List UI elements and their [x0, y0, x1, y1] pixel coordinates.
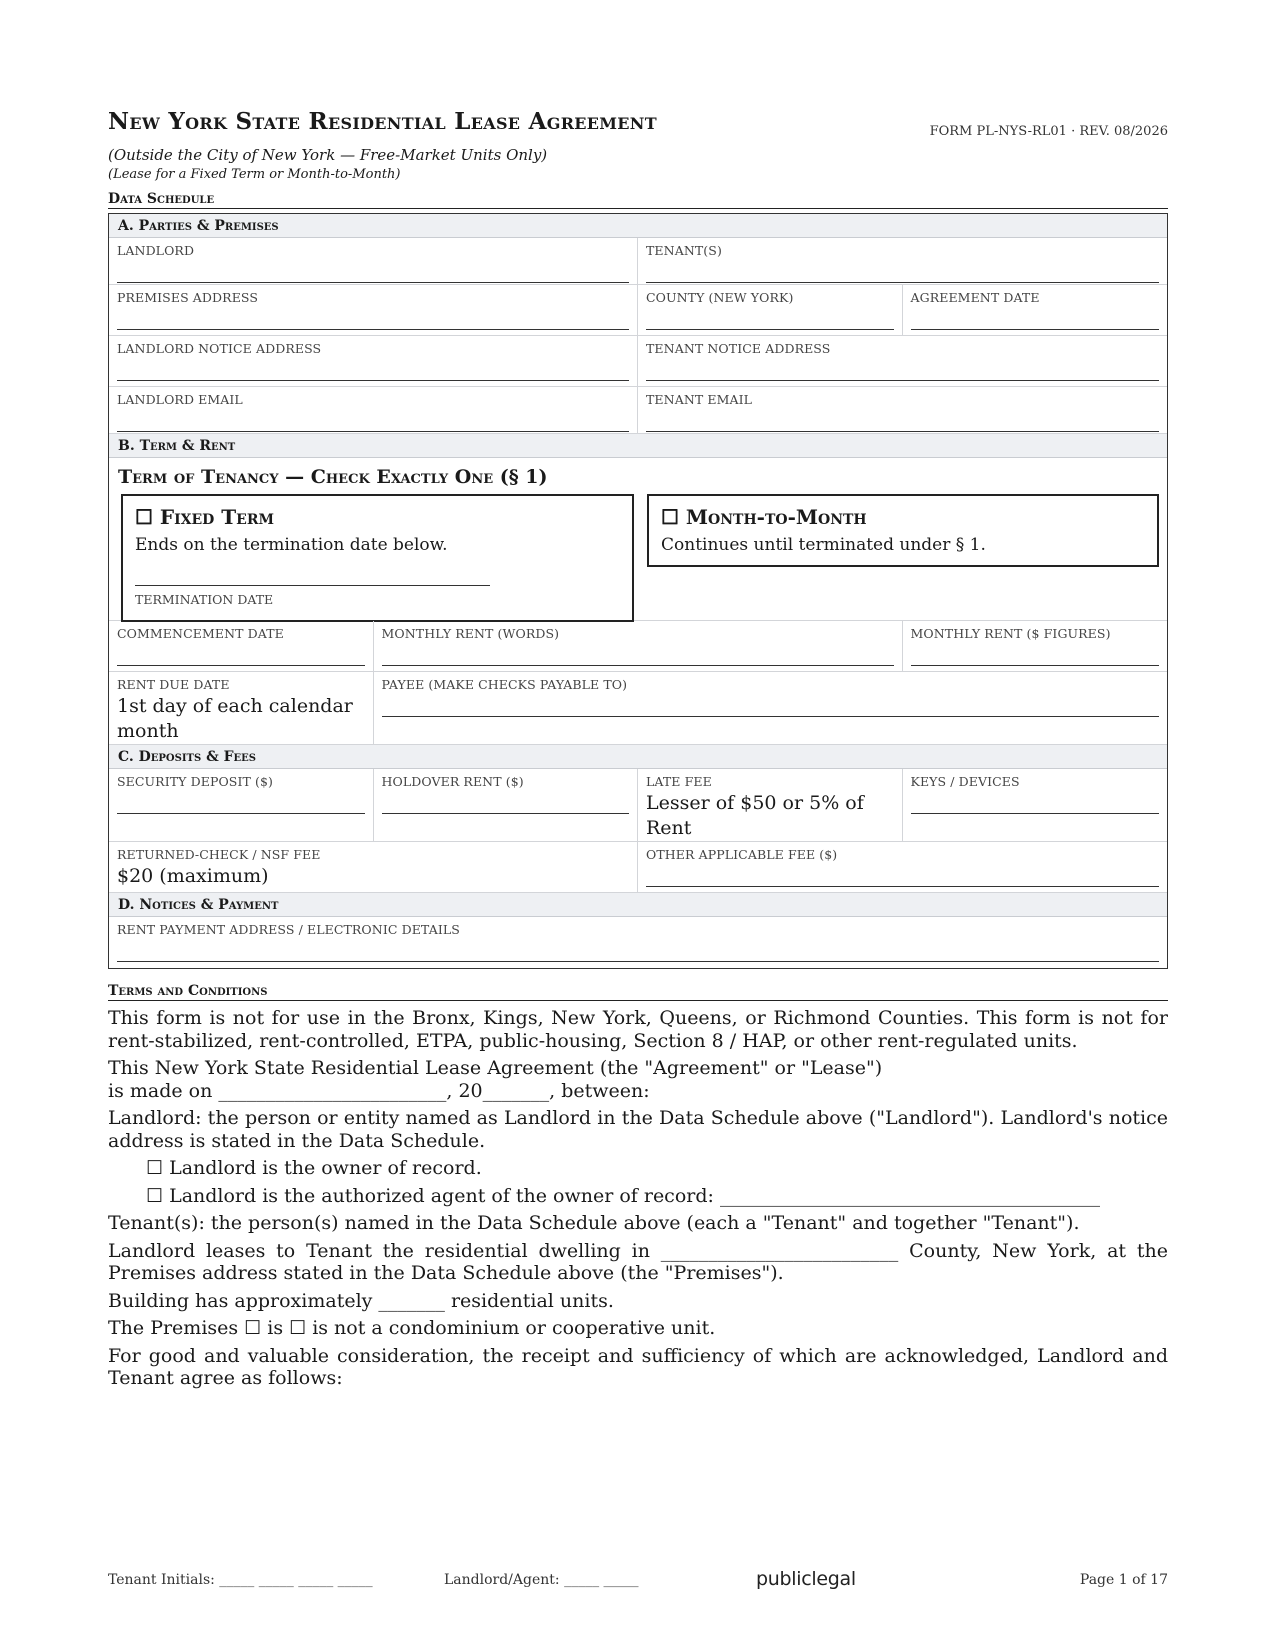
field-label: COUNTY (NEW YORK) — [645, 290, 794, 305]
deposits-row — [109, 769, 1167, 842]
email-row — [109, 387, 1167, 434]
subtitle: (Outside the City of New York — Free-Market Units Only) — [108, 146, 548, 164]
rent-words-field[interactable] — [374, 621, 903, 671]
blank-line — [117, 422, 629, 432]
rent-payment-field[interactable] — [109, 917, 1167, 968]
field-label: LANDLORD EMAIL — [117, 392, 243, 407]
field-label: PAYEE (MAKE CHECKS PAYABLE TO) — [381, 677, 628, 692]
landlord-notice-field[interactable] — [109, 336, 638, 386]
blank-line — [382, 804, 630, 814]
nsf-fee-field — [109, 842, 638, 892]
blank-line — [382, 656, 894, 666]
tenants-field[interactable] — [638, 238, 1167, 284]
rent-due-value: 1st day of each calendar month — [117, 695, 353, 742]
authorized-agent-checkbox[interactable]: ☐ Landlord is the authorized agent of the owner of record: ________________________________________ — [146, 1184, 1100, 1207]
field-label: LANDLORD NOTICE ADDRESS — [117, 341, 322, 356]
blank-line — [646, 273, 1159, 283]
field-label: COMMENCEMENT DATE — [117, 626, 284, 641]
terms-paragraph: Landlord leases to Tenant the residential dwelling in _________________________ County, New York, at the Premises address stated in the Data Schedule above (the "Premises"). — [108, 1239, 1168, 1284]
tenant-notice-field[interactable] — [638, 336, 1167, 386]
term-of-tenancy — [109, 458, 1167, 621]
title-row — [108, 104, 1168, 140]
security-deposit-field[interactable] — [109, 769, 374, 841]
county-field[interactable] — [638, 285, 903, 335]
field-label: TENANT(S) — [646, 243, 722, 258]
field-label: SECURITY DEPOSIT ($) — [117, 774, 274, 789]
blank-line — [117, 804, 365, 814]
field-label: TENANT EMAIL — [646, 392, 753, 407]
blank-line — [117, 273, 629, 283]
field-label: LATE FEE — [646, 774, 712, 789]
section-d-heading: D. Notices & Payment — [109, 893, 1167, 917]
subtitle-secondary: (Lease for a Fixed Term or Month-to-Month) — [108, 167, 401, 182]
data-schedule — [108, 213, 1168, 969]
data-schedule-heading: Data Schedule — [108, 191, 1168, 209]
blank-line — [646, 371, 1159, 381]
blank-line — [382, 707, 1159, 717]
fixed-term-option[interactable] — [121, 494, 634, 622]
field-label: PREMISES ADDRESS — [117, 290, 259, 305]
landlord-initials[interactable]: Landlord/Agent: _____ _____ — [444, 1572, 639, 1588]
fixed-term-description: Ends on the termination date below. — [135, 535, 448, 555]
month-to-month-description: Continues until terminated under § 1. — [661, 535, 986, 555]
form-id: FORM PL-NYS-RL01 · REV. 08/2026 — [929, 124, 1168, 139]
termination-date-label: TERMINATION DATE — [135, 592, 274, 607]
payee-row — [109, 672, 1167, 745]
fees-row — [109, 842, 1167, 893]
document-page — [108, 104, 1168, 1390]
terms-paragraph: Landlord: the person or entity named as Landlord in the Data Schedule above ("Landlord"). Landlord's notice address is stated in the Data Schedule. — [108, 1107, 1168, 1152]
landlord-field[interactable] — [109, 238, 638, 284]
blank-line — [117, 656, 365, 666]
field-label: MONTHLY RENT ($ FIGURES) — [910, 626, 1111, 641]
terms-heading: Terms and Conditions — [108, 983, 1168, 1001]
terms-paragraph: Tenant(s): the person(s) named in the Data Schedule above (each a "Tenant" and together "Tenant"). — [108, 1212, 1080, 1234]
field-label: OTHER APPLICABLE FEE ($) — [646, 847, 838, 862]
terms-body — [108, 1007, 1168, 1390]
terms-paragraph: Building has approximately _______ residential units. — [108, 1289, 614, 1312]
agreement-date-field[interactable] — [903, 285, 1168, 335]
condo-checkbox-line[interactable]: The Premises ☐ is ☐ is not a condominium or cooperative unit. — [108, 1317, 716, 1339]
late-fee-value: Lesser of $50 or 5% of Rent — [646, 792, 864, 839]
late-fee-field — [638, 769, 903, 841]
tenant-email-field[interactable] — [638, 387, 1167, 433]
field-label: MONTHLY RENT (WORDS) — [381, 626, 560, 641]
commencement-date-field[interactable] — [109, 621, 374, 671]
blank-line — [911, 656, 1160, 666]
section-c-heading: C. Deposits & Fees — [109, 745, 1167, 769]
field-label: LANDLORD — [117, 243, 195, 258]
term-heading: Term of Tenancy — Check Exactly One (§ 1) — [118, 466, 548, 488]
parties-row — [109, 238, 1167, 285]
field-label: AGREEMENT DATE — [910, 290, 1040, 305]
terms-paragraph: This form is not for use in the Bronx, Kings, New York, Queens, or Richmond Counties. This form is not for rent-stabilized, rent-controlled, ETPA, public-housing, Section 8 / HAP, or other rent-regulated units. — [108, 1007, 1168, 1052]
section-a-heading: A. Parties & Premises — [109, 214, 1167, 238]
notice-row — [109, 336, 1167, 387]
termination-date-line[interactable] — [135, 585, 490, 586]
tenant-initials[interactable]: Tenant Initials: _____ _____ _____ _____ — [108, 1572, 373, 1588]
premises-row — [109, 285, 1167, 336]
blank-line — [646, 320, 894, 330]
landlord-email-field[interactable] — [109, 387, 638, 433]
field-label: RENT DUE DATE — [117, 677, 230, 692]
page-number: Page 1 of 17 — [1079, 1572, 1168, 1588]
owner-of-record-checkbox[interactable]: ☐ Landlord is the owner of record. — [146, 1157, 482, 1179]
fixed-term-checkbox[interactable]: ☐ Fixed Term — [135, 505, 274, 529]
month-to-month-checkbox[interactable]: ☐ Month-to-Month — [661, 505, 867, 529]
keys-devices-field[interactable] — [903, 769, 1168, 841]
month-to-month-option[interactable] — [647, 494, 1159, 567]
blank-line — [117, 952, 1159, 962]
payee-field[interactable] — [374, 672, 1167, 744]
rent-row — [109, 621, 1167, 672]
rent-due-field — [109, 672, 374, 744]
premises-address-field[interactable] — [109, 285, 638, 335]
field-label: RENT PAYMENT ADDRESS / ELECTRONIC DETAILS — [117, 922, 460, 937]
blank-line — [911, 320, 1160, 330]
page-title: New York State Residential Lease Agreement — [108, 108, 657, 135]
publiclegal-logo: publiclegal — [756, 1568, 856, 1590]
rent-figures-field[interactable] — [903, 621, 1168, 671]
section-b-heading: B. Term & Rent — [109, 434, 1167, 458]
blank-line — [117, 320, 629, 330]
field-label: KEYS / DEVICES — [910, 774, 1020, 789]
field-label: HOLDOVER RENT ($) — [381, 774, 524, 789]
page-footer — [108, 1568, 1168, 1598]
terms-paragraph — [108, 1057, 1168, 1102]
blank-line — [646, 422, 1159, 432]
intro-line: This New York State Residential Lease Agreement (the "Agreement" or "Lease") — [108, 1057, 883, 1079]
blank-line — [117, 371, 629, 381]
blank-line — [911, 804, 1160, 814]
terms-paragraph: For good and valuable consideration, the receipt and sufficiency of which are acknowledged, Landlord and Tenant agree as follows: — [108, 1344, 1168, 1389]
made-on-line: is made on ________________________, 20_______, between: — [108, 1079, 650, 1102]
holdover-rent-field[interactable] — [374, 769, 639, 841]
nsf-fee-value: $20 (maximum) — [117, 865, 269, 887]
payment-row — [109, 917, 1167, 968]
other-fee-field[interactable] — [638, 842, 1167, 892]
blank-line — [646, 877, 1159, 887]
field-label: RETURNED-CHECK / NSF FEE — [117, 847, 321, 862]
field-label: TENANT NOTICE ADDRESS — [646, 341, 831, 356]
